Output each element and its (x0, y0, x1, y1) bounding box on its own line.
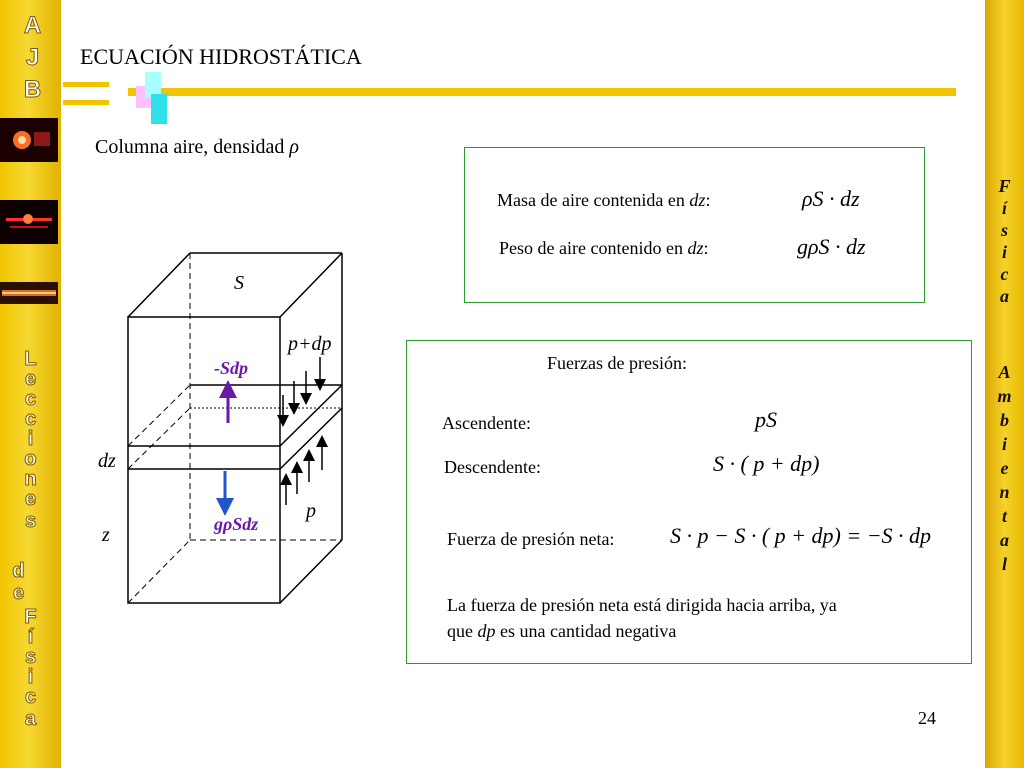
series-letter: c (24, 686, 37, 708)
rho-symbol: ρ (289, 136, 300, 158)
note-suffix: es una cantidad negativa (495, 621, 677, 641)
pressure-forces-box (406, 340, 972, 664)
column-edge (280, 540, 342, 603)
thumbnail-image-1 (0, 118, 58, 162)
right-letter: i (1001, 242, 1007, 262)
dz-label: dz (98, 450, 116, 472)
weight-formula: gρS · dz (797, 234, 866, 259)
forces-title: Fuerzas de presión: (547, 353, 687, 373)
series-letter: c (24, 408, 37, 430)
left-sidebar (0, 0, 61, 768)
logo-letter-b: B (23, 76, 42, 103)
right-letter: t (1001, 506, 1007, 526)
logo-letter-j: J (25, 44, 40, 71)
right-letter: F (998, 176, 1011, 196)
right-letter: a (1000, 286, 1009, 306)
right-letter: l (1001, 554, 1007, 574)
right-letter: n (999, 482, 1010, 502)
series-letter: o (24, 448, 37, 470)
slab-edge (280, 408, 342, 469)
ascendente-label: Ascendente: (442, 413, 531, 433)
right-letter: a (1000, 530, 1009, 550)
thumbnail-image-2 (0, 200, 58, 244)
page-number: 24 (918, 708, 936, 728)
weight-label-var: dz (687, 238, 704, 258)
series-letter: i (27, 666, 34, 688)
series-letter: e (12, 582, 25, 604)
header-rule-short (63, 100, 109, 105)
series-letter: e (24, 488, 37, 510)
mass-formula: ρS · dz (802, 186, 860, 211)
note-line-2 (447, 621, 676, 642)
column-front-face (128, 317, 280, 603)
right-letter: í (1001, 198, 1007, 218)
hidden-edge (128, 540, 190, 603)
series-letter: c (24, 388, 37, 410)
series-letter: a (24, 708, 37, 730)
header-rule-short (63, 82, 109, 87)
series-letter: i (27, 428, 34, 450)
note-line-1: La fuerza de presión neta está dirigida hacia arriba, ya (447, 595, 837, 615)
right-sidebar (985, 0, 1024, 768)
z-label: z (102, 524, 110, 546)
slab-edge (280, 385, 342, 446)
right-letter: c (1000, 264, 1009, 284)
column-edge (128, 253, 190, 317)
series-letter: í (27, 626, 34, 648)
ascendente-formula: pS (755, 407, 777, 432)
series-letter: s (24, 510, 37, 532)
page-title: ECUACIÓN HIDROSTÁTICA (80, 44, 362, 69)
right-letter: e (1000, 458, 1009, 478)
descendente-formula: S · ( p + dp) (713, 451, 820, 476)
mass-label (497, 190, 710, 211)
series-letter: L (24, 348, 37, 370)
series-letter: e (24, 368, 37, 390)
note-prefix: que (447, 621, 478, 641)
mass-weight-box (464, 147, 925, 303)
p-label: p (306, 500, 316, 522)
subtitle-text: Columna aire, densidad (95, 136, 285, 158)
series-letter: d (12, 560, 25, 582)
minus-sdp-label: -Sdp (214, 358, 249, 378)
p-plus-dp-label: p+dp (288, 333, 332, 355)
weight-label (499, 238, 708, 259)
area-label: S (234, 272, 244, 294)
mass-label-text: Masa de aire contenida en (497, 190, 690, 210)
weight-label-text: Peso de aire contenido en (499, 238, 688, 258)
thumbnail-image-3 (0, 282, 58, 304)
weight-label-colon: : (703, 238, 709, 258)
hidden-edge (128, 385, 190, 446)
column-edge (280, 253, 342, 317)
logo-letter-a: A (23, 12, 42, 39)
series-letter: n (24, 468, 37, 490)
mass-label-var: dz (689, 190, 706, 210)
g-rho-sdz-label: gρSdz (214, 514, 259, 534)
right-letter: i (1001, 434, 1007, 454)
descendente-label: Descendente: (444, 457, 541, 477)
subtitle (95, 136, 299, 159)
mass-label-colon: : (705, 190, 711, 210)
right-letter: s (1000, 220, 1008, 240)
neta-formula: S · p − S · ( p + dp) = −S · dp (670, 523, 932, 548)
right-letter: m (997, 386, 1012, 406)
right-letter: A (998, 362, 1011, 382)
note-var: dp (477, 621, 496, 641)
right-letter: b (1000, 410, 1009, 430)
hidden-edge (128, 408, 190, 469)
series-letter: s (24, 646, 37, 668)
series-letter: F (24, 606, 37, 628)
header-square-teal (151, 94, 167, 124)
header-rule (128, 88, 956, 96)
neta-label: Fuerza de presión neta: (447, 529, 615, 549)
air-column-diagram (90, 245, 360, 615)
